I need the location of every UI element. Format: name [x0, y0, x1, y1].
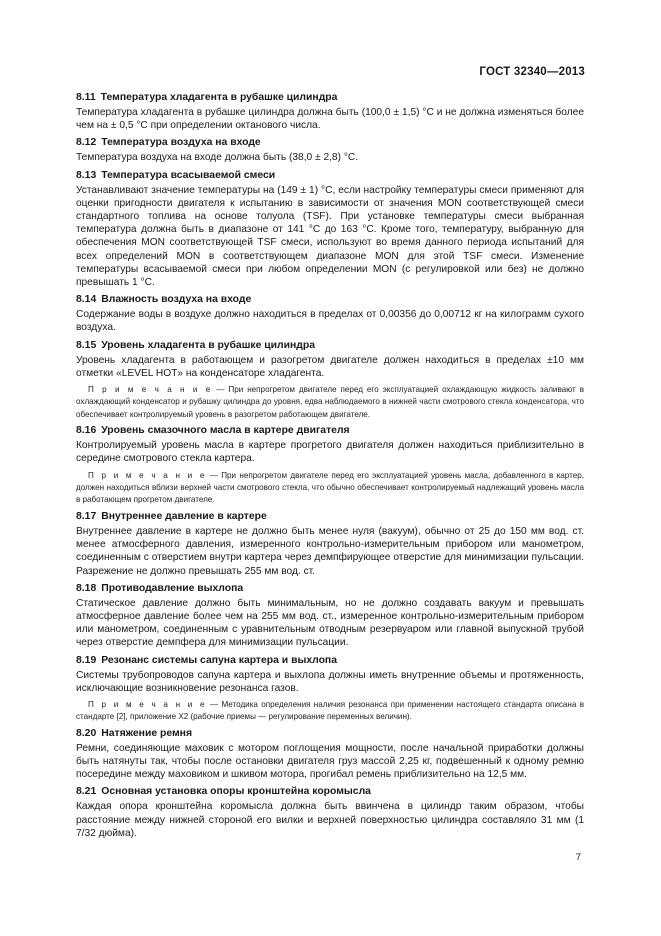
section-note — [76, 470, 584, 507]
section-8-21 — [76, 785, 584, 840]
section-heading — [76, 785, 584, 799]
section-8-15 — [76, 339, 584, 422]
section-note — [76, 699, 584, 724]
section-8-11 — [76, 91, 584, 132]
section-title: Основная установка опоры кронштейна коромысла — [101, 786, 371, 798]
section-number: 8.14 — [76, 294, 97, 306]
section-paragraph: Контролируемый уровень масла в картере прогретого двигателя должен находиться приблизительно в середине смотрового стекла картера. — [76, 440, 584, 465]
section-title: Уровень хладагента в рубашке цилиндра — [101, 339, 315, 351]
section-8-19 — [76, 654, 584, 724]
section-heading — [76, 424, 584, 438]
section-heading — [76, 293, 584, 307]
section-heading — [76, 339, 584, 353]
section-number: 8.17 — [76, 510, 97, 522]
section-8-16 — [76, 424, 584, 507]
section-heading — [76, 510, 584, 524]
section-number: 8.15 — [76, 339, 97, 351]
section-paragraph: Системы трубопроводов сапуна картера и выхлопа должны иметь внутренние объемы и протяженность, исключающие возникновение резонанса газов. — [76, 669, 584, 694]
section-paragraph: Внутреннее давление в картере не должно быть менее нуля (вакуум), обычно от 25 до 150 мм вод. ст. менее атмосферного давления, измеренного контрольно-измерительным прибором или манометром, соединенным с отверстием внутри картера через демпфирующее отверстие для минимизации пульсации. Разрежение не должно превышать 255 мм вод. ст. — [76, 525, 584, 577]
section-number: 8.16 — [76, 425, 97, 437]
section-number: 8.12 — [76, 137, 97, 149]
note-label: П р и м е ч а н и е — [88, 385, 213, 395]
section-8-17 — [76, 510, 584, 578]
section-title: Уровень смазочного масла в картере двигателя — [101, 425, 350, 437]
note-label: П р и м е ч а н и е — [88, 470, 207, 480]
page-number: 7 — [575, 852, 581, 863]
section-8-20 — [76, 727, 584, 782]
section-number: 8.13 — [76, 169, 97, 181]
section-title: Резонанс системы сапуна картера и выхлопа — [101, 654, 337, 666]
section-number: 8.18 — [76, 582, 97, 594]
section-paragraph: Содержание воды в воздухе должно находиться в пределах от 0,00356 до 0,00712 кг на килограмм сухого воздуха. — [76, 309, 584, 334]
section-heading — [76, 136, 584, 150]
section-title: Натяжение ремня — [101, 727, 193, 739]
section-title: Температура хладагента в рубашке цилиндра — [100, 92, 338, 103]
section-paragraph: Ремни, соединяющие маховик с мотором поглощения мощности, после начальной приработки должны быть натянуты так, чтобы после остановки двигателя груз массой 2,25 кг, подвешенный к одному ремню посередине между маховиком и шкивом мотора, прогибал ремень приблизительно на 12,5 мм. — [76, 742, 584, 781]
section-heading — [76, 727, 584, 741]
section-title: Влажность воздуха на входе — [101, 294, 252, 306]
section-paragraph: Каждая опора кронштейна коромысла должна быть ввинчена в цилиндр таким образом, чтобы расстояние между нижней стороной его вилки и верхней поверхностью цилиндра составляло 31 мм (1 7/32 дюйма). — [76, 801, 584, 839]
section-heading — [76, 91, 584, 105]
section-number: 8.20 — [76, 727, 97, 739]
section-paragraph: Устанавливают значение температуры на (149 ± 1) °С, если настройку температуры смеси применяют для оценки пригодности двигателя к испытанию в зависимости от значения MON соответствующей смеси стандартного топлива на основе толуола (TSF). При установке температуры смеси выбранная температура должна быть в диапазоне от 141 °С до 163 °С. Кроме того, температуру, выбранную для обеспечения MON соответствующей TSF смеси, используют во время данного периода испытаний для всех определений MON в соответствующем диапазоне MON для этой TSF смеси. Изменение температуры всасываемой смеси при любом определении MON (с регулировкой или без) не должно превышать 1 °С. — [76, 184, 584, 289]
section-title: Температура всасываемой смеси — [101, 169, 276, 181]
section-heading — [76, 169, 584, 183]
page-body — [76, 91, 584, 844]
section-8-13 — [76, 169, 584, 290]
section-paragraph: Температура хладагента в рубашке цилиндра должна быть (100,0 ± 1,5) °С и не должна изменяться более чем на ± 0,5 °С при определении октанового числа. — [76, 107, 584, 132]
section-paragraph: Уровень хладагента в работающем и разогретом двигателе должен находиться в пределах ±10 мм отметки «LEVEL HOT» на конденсаторе хладагента. — [76, 354, 584, 379]
section-number: 8.21 — [76, 786, 97, 798]
note-text: — Методика определения наличия резонанса при применении настоящего стандарта описана в стандарте [2], приложение Х2 (рабочие приемы — регулирование переменных величин). — [76, 699, 585, 722]
section-paragraph: Статическое давление должно быть минимальным, но не должно создавать вакуум и превышать атмосферное давление более чем на 255 мм вод. ст., измеренное контрольно-измерительным прибором или манометром, соединенным с уравнительным отводным резервуаром или главной выпускной трубой через отверстие демпфера для минимизации пульсации. — [76, 597, 584, 649]
section-title: Внутреннее давление в картере — [101, 510, 267, 522]
document-id: ГОСТ 32340—2013 — [479, 66, 585, 78]
section-note — [76, 384, 584, 421]
note-label: П р и м е ч а н и е — [88, 699, 207, 709]
section-8-18 — [76, 582, 584, 650]
section-number: 8.19 — [76, 654, 97, 666]
section-title: Противодавление выхлопа — [101, 582, 244, 594]
section-8-14 — [76, 293, 584, 334]
section-heading — [76, 654, 584, 668]
note-text: — При непрогретом двигателе перед его эксплуатацией уровень масла, добавленного в картер, должен находиться вблизи верхней части смотрового стекла, что обычно обеспечивает контролируемый надлежащий уровень масла в работающем прогретом двигателе. — [76, 470, 585, 505]
note-text: — При непрогретом двигателе перед его эксплуатацией охлаждающую жидкость заливают в охлаждающий конденсатор и рубашку цилиндра до уровня, едва наблюдаемого в нижней части смотрового стекла конденсатора, что обеспечивает контролируемый уровень в разогретом работающем двигателе. — [76, 385, 584, 419]
section-number: 8.11 — [76, 92, 96, 103]
section-title: Температура воздуха на входе — [101, 137, 261, 149]
section-heading — [76, 582, 584, 596]
section-8-12 — [76, 136, 584, 164]
section-paragraph: Температура воздуха на входе должна быть (38,0 ± 2,8) °С. — [76, 152, 359, 164]
